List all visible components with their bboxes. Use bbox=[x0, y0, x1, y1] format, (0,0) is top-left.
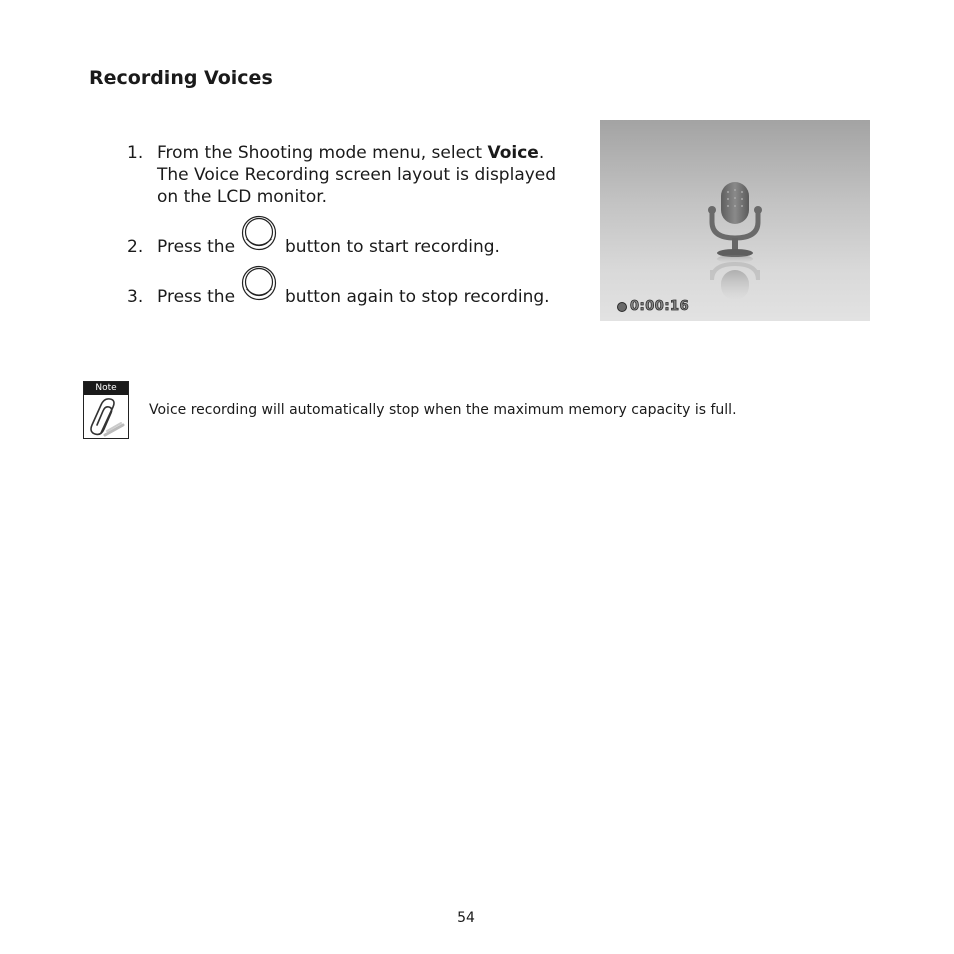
step-number: 2. bbox=[127, 237, 144, 257]
page-title: Recording Voices bbox=[89, 67, 273, 89]
step-line bbox=[157, 142, 556, 164]
step-text: Press the bbox=[157, 287, 236, 307]
step-text: button again to stop recording. bbox=[285, 287, 550, 307]
timer-text: 0:00:16 bbox=[630, 299, 690, 314]
step-text: button to start recording. bbox=[285, 237, 500, 257]
recording-timer bbox=[617, 299, 689, 314]
voice-mode-label: Voice bbox=[487, 143, 539, 163]
shutter-button-icon bbox=[241, 265, 277, 301]
note-label: Note bbox=[84, 382, 128, 395]
step-number: 3. bbox=[127, 287, 144, 307]
step-body bbox=[157, 142, 556, 208]
page-number: 54 bbox=[457, 910, 475, 926]
lcd-screen-illustration bbox=[600, 120, 870, 321]
step-text: Press the bbox=[157, 237, 236, 257]
step-line: The Voice Recording screen layout is displayed bbox=[157, 165, 557, 185]
step-number: 1. bbox=[127, 143, 144, 163]
note-text: Voice recording will automatically stop when the maximum memory capacity is full. bbox=[149, 402, 737, 418]
microphone-icon bbox=[704, 180, 766, 300]
step-body bbox=[157, 236, 500, 258]
step-text: From the Shooting mode menu, select bbox=[157, 143, 488, 163]
step-text: . bbox=[538, 143, 545, 163]
step-line: on the LCD monitor. bbox=[157, 187, 328, 207]
note-badge bbox=[83, 381, 129, 439]
record-indicator-icon bbox=[617, 302, 627, 312]
paperclip-icon bbox=[87, 397, 127, 439]
step-body bbox=[157, 286, 550, 308]
shutter-button-icon bbox=[241, 215, 277, 251]
